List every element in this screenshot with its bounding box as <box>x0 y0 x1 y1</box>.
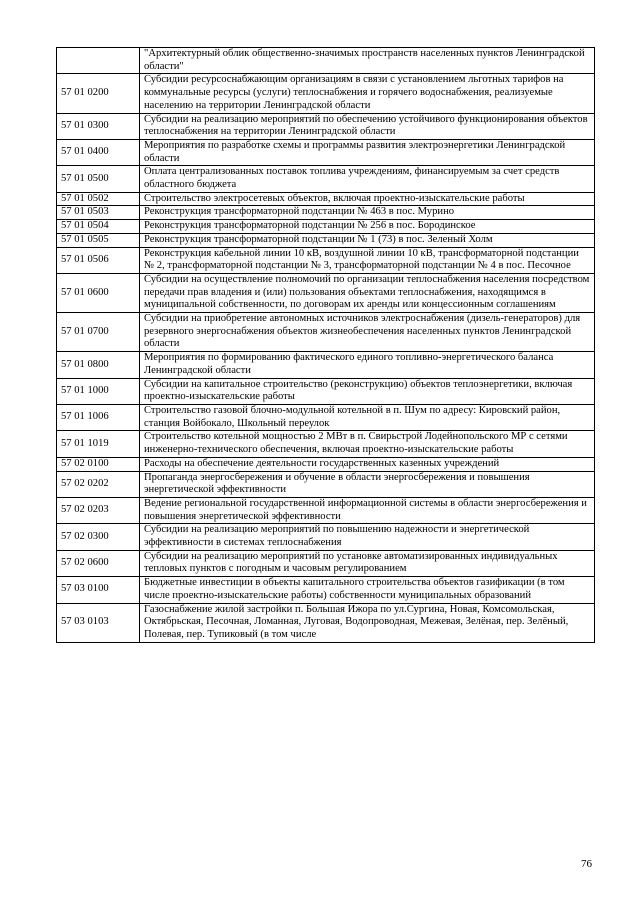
name-cell: Строительство котельной мощностью 2 МВт в п. Свирьстрой Лодейнопольского МР с сетями инженерно-технического обеспечения, включая проектно-изыскательские работы <box>140 431 595 457</box>
page-number: 76 <box>581 858 592 870</box>
name-cell: Субсидии на реализацию мероприятий по обеспечению устойчивого функционирования объектов теплоснабжения на территории Ленинградской области <box>140 113 595 139</box>
code-cell: 57 01 0800 <box>57 352 140 378</box>
table-row <box>57 247 595 273</box>
name-cell: Субсидии на приобретение автономных источников электроснабжения (дизель-генераторов) для резервного энергоснабжения объектов жизнеобеспечения населенных пунктов Ленинградской области <box>140 313 595 352</box>
name-cell: Субсидии на реализацию мероприятий по повышению надежности и энергетической эффективности в системах теплоснабжения <box>140 524 595 550</box>
name-cell: Ведение региональной государственной информационной системы в области энергосбережения и повышения энергетической эффективности <box>140 497 595 523</box>
table-row <box>57 431 595 457</box>
table-row <box>57 273 595 312</box>
table-row <box>57 457 595 471</box>
table-row <box>57 139 595 165</box>
code-cell: 57 02 0300 <box>57 524 140 550</box>
code-cell: 57 01 0506 <box>57 247 140 273</box>
code-cell: 57 02 0100 <box>57 457 140 471</box>
name-cell: Мероприятия по формированию фактического единого топливно-энергетического баланса Ленинградской области <box>140 352 595 378</box>
name-cell: Субсидии на реализацию мероприятий по установке автоматизированных индивидуальных тепловых пунктов с погодным и часовым регулированием <box>140 550 595 576</box>
table-row <box>57 113 595 139</box>
name-cell: Бюджетные инвестиции в объекты капитального строительства объектов газификации (в том числе проектно-изыскательские работы) собственности муниципальных образований <box>140 577 595 603</box>
table-row <box>57 313 595 352</box>
name-cell: Реконструкция трансформаторной подстанции № 463 в пос. Мурино <box>140 206 595 220</box>
name-cell: Оплата централизованных поставок топлива учреждениям, финансируемым за счет средств областного бюджета <box>140 166 595 192</box>
name-cell: "Архитектурный облик общественно-значимых пространств населенных пунктов Ленинградской области" <box>140 48 595 74</box>
code-cell: 57 01 1019 <box>57 431 140 457</box>
name-cell: Реконструкция трансформаторной подстанции № 1 (73) в пос. Зеленый Холм <box>140 233 595 247</box>
code-cell: 57 01 0600 <box>57 273 140 312</box>
table-row <box>57 192 595 206</box>
code-cell: 57 01 0400 <box>57 139 140 165</box>
code-cell: 57 02 0202 <box>57 471 140 497</box>
table-row <box>57 48 595 74</box>
table-row <box>57 352 595 378</box>
table-row <box>57 206 595 220</box>
name-cell: Расходы на обеспечение деятельности государственных казенных учреждений <box>140 457 595 471</box>
name-cell: Реконструкция трансформаторной подстанции № 256 в пос. Бородинское <box>140 220 595 234</box>
table-row <box>57 404 595 430</box>
table-body <box>57 48 595 643</box>
code-cell: 57 01 1000 <box>57 378 140 404</box>
code-cell: 57 01 0503 <box>57 206 140 220</box>
table-row <box>57 497 595 523</box>
name-cell: Мероприятия по разработке схемы и программы развития электроэнергетики Ленинградской области <box>140 139 595 165</box>
name-cell: Реконструкция кабельной линии 10 кВ, воздушной линии 10 кВ, трансформаторной подстанции № 2, трансформаторной подстанции № 3, трансформаторной подстанции № 4 в пос. Песочное <box>140 247 595 273</box>
code-cell: 57 01 0300 <box>57 113 140 139</box>
table-row <box>57 74 595 113</box>
table-row <box>57 603 595 642</box>
code-cell: 57 02 0203 <box>57 497 140 523</box>
table-row <box>57 550 595 576</box>
code-cell: 57 02 0600 <box>57 550 140 576</box>
table-row <box>57 378 595 404</box>
table-row <box>57 233 595 247</box>
code-cell: 57 01 0502 <box>57 192 140 206</box>
code-cell: 57 01 0500 <box>57 166 140 192</box>
name-cell: Строительство электросетевых объектов, включая проектно-изыскательские работы <box>140 192 595 206</box>
budget-classification-table <box>56 47 595 643</box>
code-cell: 57 01 0200 <box>57 74 140 113</box>
code-cell: 57 01 0504 <box>57 220 140 234</box>
code-cell: 57 01 1006 <box>57 404 140 430</box>
name-cell: Субсидии на осуществление полномочий по организации теплоснабжения населения посредством передачи прав владения и (или) пользования объектами теплоснабжения, находящимся в муниципальной собственности, по договорам их аренды или концессионным соглашениям <box>140 273 595 312</box>
name-cell: Субсидии на капитальное строительство (реконструкцию) объектов теплоэнергетики, включая проектно-изыскательские работы <box>140 378 595 404</box>
table-row <box>57 524 595 550</box>
name-cell: Пропаганда энергосбережения и обучение в области энергосбережения и повышения энергетической эффективности <box>140 471 595 497</box>
name-cell: Газоснабжение жилой застройки п. Большая Ижора по ул.Сургина, Новая, Комсомольская, Октябрьская, Песочная, Ломанная, Луговая, Водопроводная, Межевая, Зелёная, пер. Зелёный, Полевая, пер. Тупиковый (в том числе <box>140 603 595 642</box>
code-cell: 57 03 0100 <box>57 577 140 603</box>
code-cell <box>57 48 140 74</box>
code-cell: 57 01 0505 <box>57 233 140 247</box>
table-row <box>57 166 595 192</box>
name-cell: Строительство газовой блочно-модульной котельной в п. Шум по адресу: Кировский район, станция Войбокало, Школьный переулок <box>140 404 595 430</box>
table-row <box>57 577 595 603</box>
code-cell: 57 01 0700 <box>57 313 140 352</box>
table-row <box>57 471 595 497</box>
code-cell: 57 03 0103 <box>57 603 140 642</box>
table-row <box>57 220 595 234</box>
name-cell: Субсидии ресурсоснабжающим организациям в связи с установлением льготных тарифов на коммунальные ресурсы (услуги) теплоснабжения и горячего водоснабжения, реализуемые населению на территории Ленинградской области <box>140 74 595 113</box>
